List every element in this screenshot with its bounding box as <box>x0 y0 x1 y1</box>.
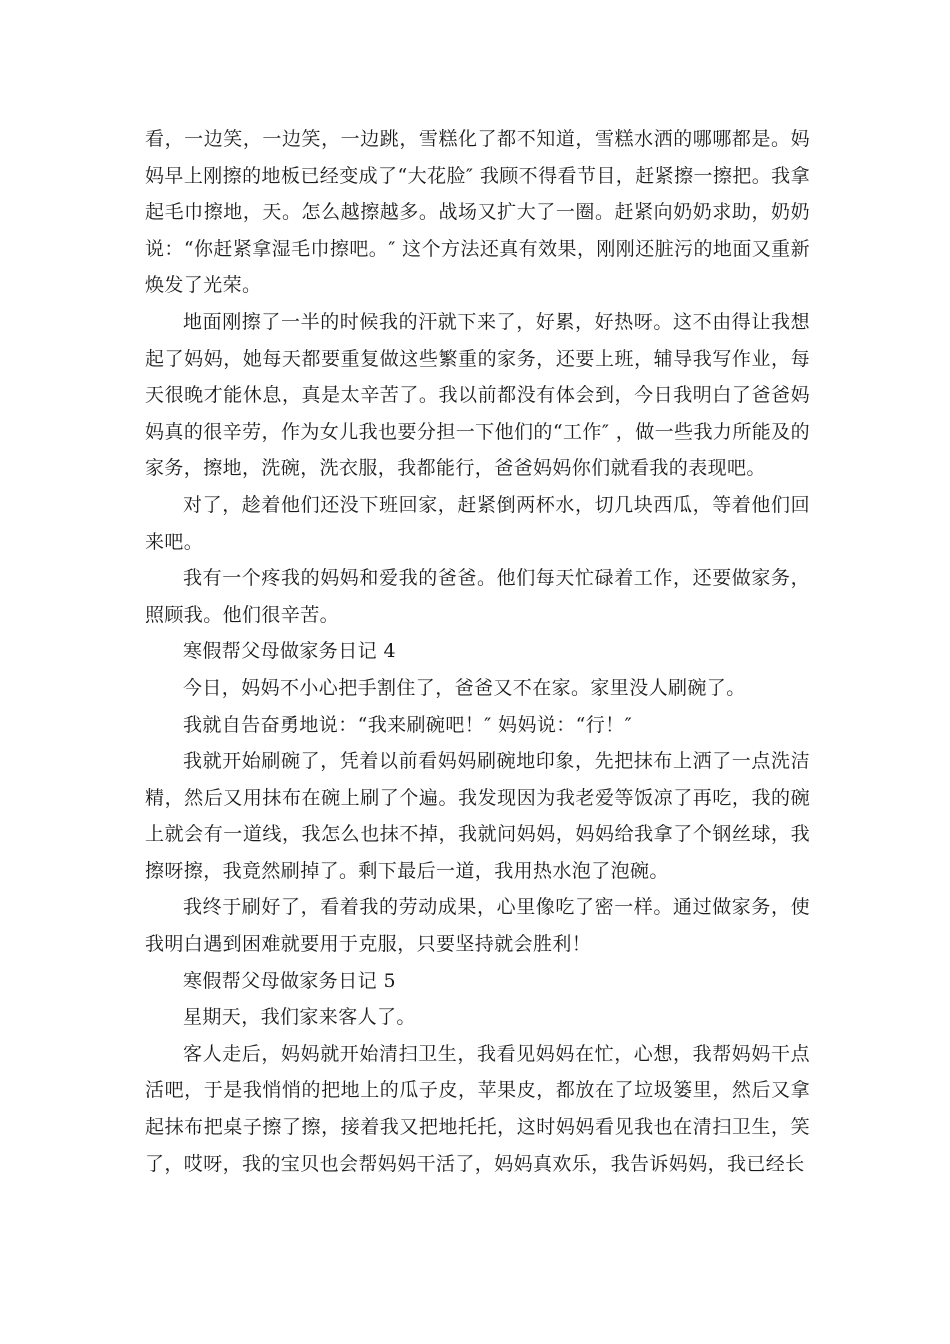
paragraph: 地面刚擦了一半的时候我的汗就下来了，好累，好热呀。这不由得让我想起了妈妈，她每天都要重复做这些繁重的家务，还要上班，辅导我写作业，每天很晚才能休息，真是太辛苦了。我以前都没有体会到，今日我明白了爸爸妈妈真的很辛劳，作为女儿我也要分担一下他们的“工作″ ，做一些我力所能及的家务，擦地，洗碗，洗衣服，我都能行，爸爸妈妈你们就看我的表现吧。 <box>145 310 810 480</box>
paragraph: 今日，妈妈不小心把手割住了，爸爸又不在家。家里没人刷碗了。 <box>183 676 746 699</box>
section-heading: 寒假帮父母做家务日记 5 <box>183 969 396 992</box>
paragraph: 我有一个疼我的妈妈和爱我的爸爸。他们每天忙碌着工作，还要做家务，照顾我。他们很辛苦。 <box>145 567 810 626</box>
paragraph: 我终于刷好了，看着我的劳动成果，心里像吃了密一样。通过做家务，使我明白遇到困难就要用于克服，只要坚持就会胜利！ <box>145 896 810 956</box>
paragraph: 星期天，我们家来客人了。 <box>183 1006 416 1029</box>
paragraph: 我就开始刷碗了，凭着以前看妈妈刷碗地印象，先把抹布上洒了一点洗洁精，然后又用抹布在碗上刷了个遍。我发现因为我老爱等饭凉了再吃，我的碗上就会有一道线，我怎么也抹不掉，我就问妈妈，妈妈给我拿了个钢丝球，我擦呀擦，我竟然刷掉了。剩下最后一道，我用热水泡了泡碗。 <box>145 750 810 882</box>
paragraph: 客人走后，妈妈就开始清扫卫生，我看见妈妈在忙，心想，我帮妈妈干点活吧，于是我悄悄的把地上的瓜子皮，苹果皮，都放在了垃圾篓里，然后又拿起抹布把桌子擦了擦，接着我又把地托托，这时妈妈看见我也在清扫卫生，笑了，哎呀，我的宝贝也会帮妈妈干活了，妈妈真欢乐，我告诉妈妈，我已经长 <box>145 1042 810 1175</box>
paragraph: 看，一边笑，一边笑，一边跳，雪糕化了都不知道，雪糕水洒的哪哪都是。妈妈早上刚擦的地板已经变成了“大花脸″ 我顾不得看节目，赶紧擦一擦把。我拿起毛巾擦地，天。怎么越擦越多。战场又扩大了一圈。赶紧向奶奶求助，奶奶说：“你赶紧拿湿毛巾擦吧。″ 这个方法还真有效果，刚刚还脏污的地面又重新焕发了光荣。 <box>145 128 810 297</box>
paragraph: 对了，趁着他们还没下班回家，赶紧倒两杯水，切几块西瓜，等着他们回来吧。 <box>145 493 810 553</box>
document-body <box>145 121 810 1182</box>
paragraph: 我就自告奋勇地说：“我来刷碗吧！″ 妈妈说：“行！″ <box>183 713 633 736</box>
section-heading: 寒假帮父母做家务日记 4 <box>183 640 396 663</box>
